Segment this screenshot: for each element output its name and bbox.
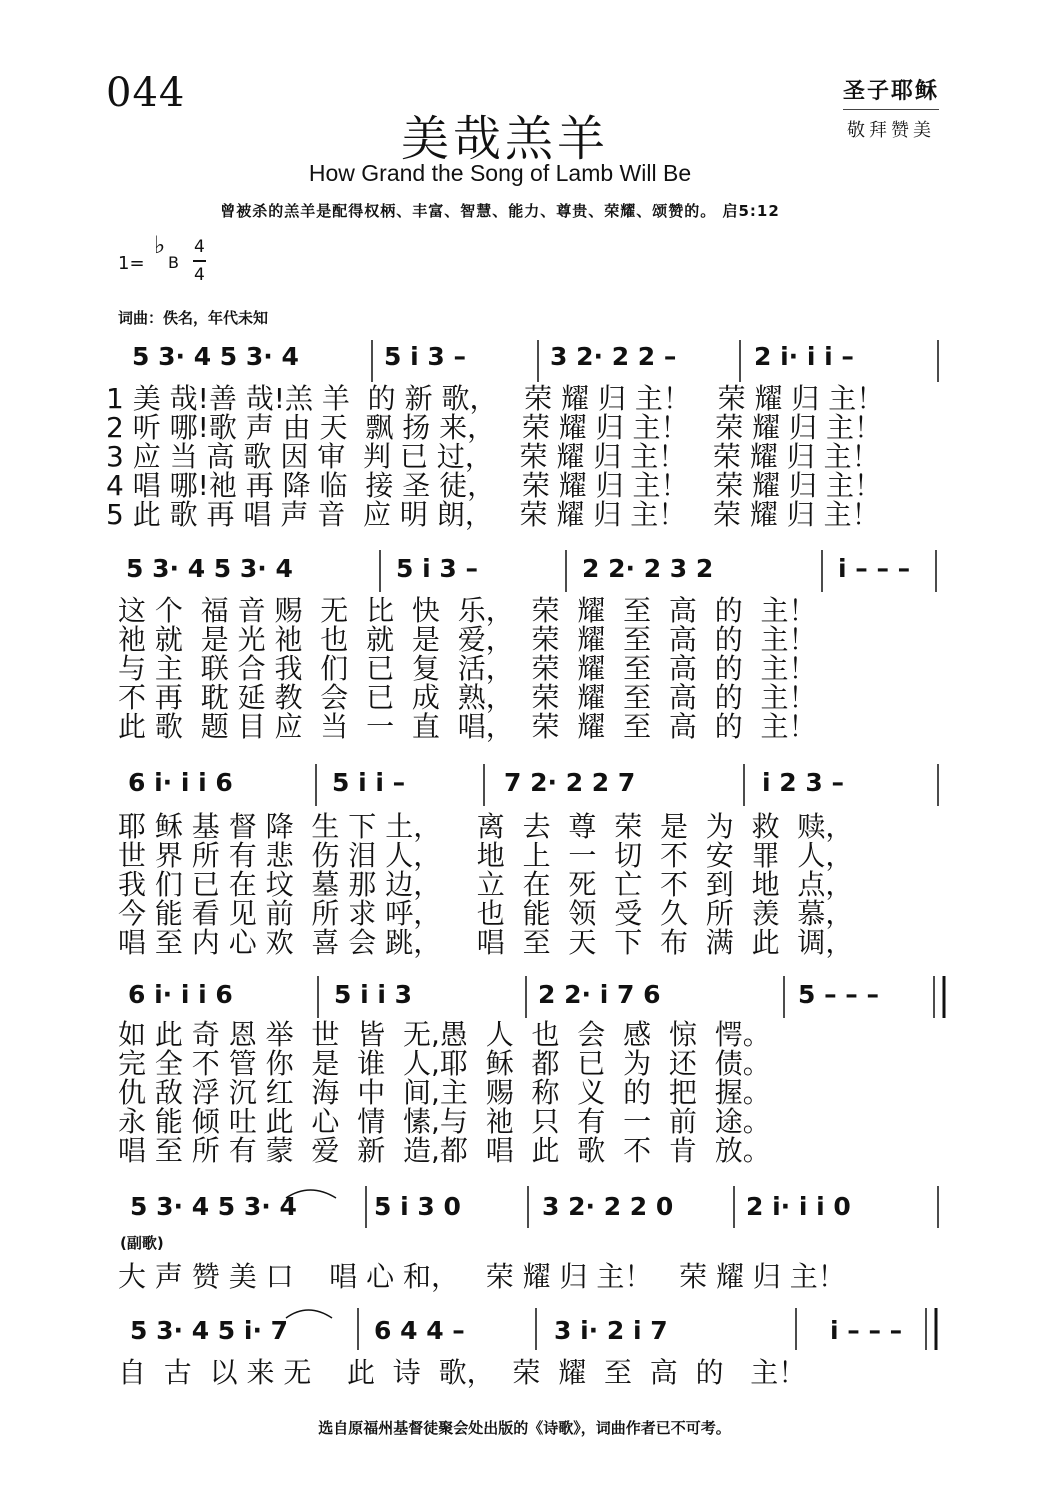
lyrics-block (118, 596, 948, 741)
measure-2: 5 i 3 – (396, 554, 478, 583)
lyric-line: 这 个 福 音 赐 无 比 快 乐， 荣 耀 至 高 的 主！ (118, 594, 817, 627)
lyric-line: 完 全 不 管 你 是 谁 人,耶 稣 都 已 为 还 债。 (118, 1047, 771, 1080)
music-system-2 (0, 548, 1049, 748)
hymn-number: 044 (106, 70, 186, 116)
measure-3: 3 2· 2 2 – (550, 342, 677, 371)
measure-1: 6 i· i i 6 (128, 980, 233, 1009)
lyric-line: 仇 敌 浮 沉 红 海 中 间,主 赐 称 义 的 把 握。 (118, 1076, 771, 1109)
measure-4: i – – – (830, 1316, 903, 1345)
lyrics-block (118, 1020, 948, 1165)
measure-1: 5 3· 4 5 i· 7 (130, 1316, 289, 1345)
lyric-line: 世 界 所 有 悲 伤 泪 人， 地 上 一 切 不 安 罪 人， (118, 839, 854, 872)
lyric-line: 4 唱 哪!祂 再 降 临 接 圣 徒， 荣 耀 归 主！ 荣 耀 归 主！ (106, 469, 882, 502)
music-system-6 (0, 1306, 1049, 1406)
lyric-line: 2 听 哪!歌 声 由 天 飘 扬 来， 荣 耀 归 主！ 荣 耀 归 主！ (106, 411, 882, 444)
lyric-line: 永 能 倾 吐 此 心 情 愫,与 祂 只 有 一 前 途。 (118, 1105, 771, 1138)
key-one: 1= (118, 253, 145, 274)
lyric-line: 不 再 耽 延 教 会 已 成 熟， 荣 耀 至 高 的 主！ (118, 681, 817, 714)
measure-2: 5 i i – (332, 768, 406, 797)
lyrics-block (118, 1262, 948, 1291)
lyrics-block (106, 384, 936, 529)
music-system-1 (0, 338, 1049, 538)
measure-1: 6 i· i i 6 (128, 768, 233, 797)
hymn-title: 美哉羔羊 (400, 111, 609, 167)
time-divider (193, 260, 206, 262)
lyric-line: 祂 就 是 光 祂 也 就 是 爱， 荣 耀 至 高 的 主！ (118, 623, 817, 656)
lyric-line: 唱 至 内 心 欢 喜 会 跳， 唱 至 天 下 布 满 此 调， (118, 926, 854, 959)
measure-4: 5 – – – (798, 980, 880, 1009)
measure-3: 2 2· 2 3 2 (582, 554, 714, 583)
time-bottom: 4 (194, 265, 205, 285)
measure-4: i – – – (838, 554, 911, 583)
lyric-line: 今 能 看 见 前 所 求 呼， 也 能 领 受 久 所 羡 慕， (118, 897, 854, 930)
measure-3: 3 2· 2 2 0 (542, 1192, 674, 1221)
time-top: 4 (194, 237, 205, 257)
series-subtitle: 敬拜赞美 (846, 120, 935, 141)
series-name: 圣子耶稣 (843, 74, 939, 110)
series-box (843, 74, 939, 142)
lyric-line: 1 美 哉!善 哉!羔 羊 的 新 歌， 荣 耀 归 主！ 荣 耀 归 主！ (106, 382, 885, 415)
lyric-line: 此 歌 题 目 应 当 一 直 唱， 荣 耀 至 高 的 主！ (118, 710, 817, 743)
lyric-line: 与 主 联 合 我 们 已 复 活， 荣 耀 至 高 的 主！ (118, 652, 817, 685)
measure-4: 2 i· i i 0 (746, 1192, 851, 1221)
footer-note: 选自原福州基督徒聚会处出版的《诗歌》，词曲作者已不可考。 (318, 1419, 731, 1437)
lyric-line: 唱 至 所 有 蒙 爱 新 造,都 唱 此 歌 不 肯 放。 (118, 1134, 771, 1167)
measure-2: 5 i i 3 (334, 980, 413, 1009)
measure-2: 5 i 3 – (384, 342, 466, 371)
music-system-4 (0, 974, 1049, 1174)
lyric-line: 3 应 当 高 歌 因 审 判 已 过， 荣 耀 归 主！ 荣 耀 归 主！ (106, 440, 880, 473)
chorus-label: (副歌) (120, 1234, 164, 1252)
measure-4: 2 i· i i – (754, 342, 854, 371)
flat-icon: ♭ (154, 231, 166, 259)
key-signature (118, 233, 238, 293)
measure-1: 5 3· 4 5 3· 4 (132, 342, 299, 371)
lyric-line: 我 们 已 在 坟 墓 那 边， 立 在 死 亡 不 到 地 点， (118, 868, 854, 901)
hymn-subtitle: How Grand the Song of Lamb Will Be (308, 160, 692, 186)
measure-4: i 2 3 – (762, 768, 844, 797)
lyric-line: 如 此 奇 恩 举 世 皆 无,愚 人 也 会 感 惊 愕。 (118, 1018, 771, 1051)
lyrics-block (118, 812, 948, 957)
lyric-line: 自 古 以 来 无 此 诗 歌， 荣 耀 至 高 的 主！ (118, 1356, 807, 1389)
measure-3: 2 2· i 7 6 (538, 980, 661, 1009)
measure-3: 7 2· 2 2 7 (504, 768, 636, 797)
measure-1: 5 3· 4 5 3· 4 (130, 1192, 297, 1221)
measure-1: 5 3· 4 5 3· 4 (126, 554, 293, 583)
lyrics-block (118, 1358, 948, 1387)
music-system-3 (0, 762, 1049, 962)
scripture-verse: 曾被杀的羔羊是配得权柄、丰富、智慧、能力、尊贵、荣耀、颂赞的。 启5:12 (220, 202, 780, 220)
measure-3: 3 i· 2 i 7 (554, 1316, 668, 1345)
measure-2: 5 i 3 0 (374, 1192, 461, 1221)
measure-2: 6 4 4 – (374, 1316, 465, 1345)
key-letter: B (168, 253, 179, 272)
lyric-line: 5 此 歌 再 唱 声 音 应 明 朗， 荣 耀 归 主！ 荣 耀 归 主！ (106, 498, 880, 531)
lyric-line: 耶 稣 基 督 降 生 下 土， 离 去 尊 荣 是 为 救 赎， (118, 810, 854, 843)
credit-line: 词曲：佚名，年代未知 (118, 309, 269, 327)
lyric-line: 大 声 赞 美 口 唱 心 和， 荣 耀 归 主！ 荣 耀 归 主！ (118, 1260, 846, 1293)
